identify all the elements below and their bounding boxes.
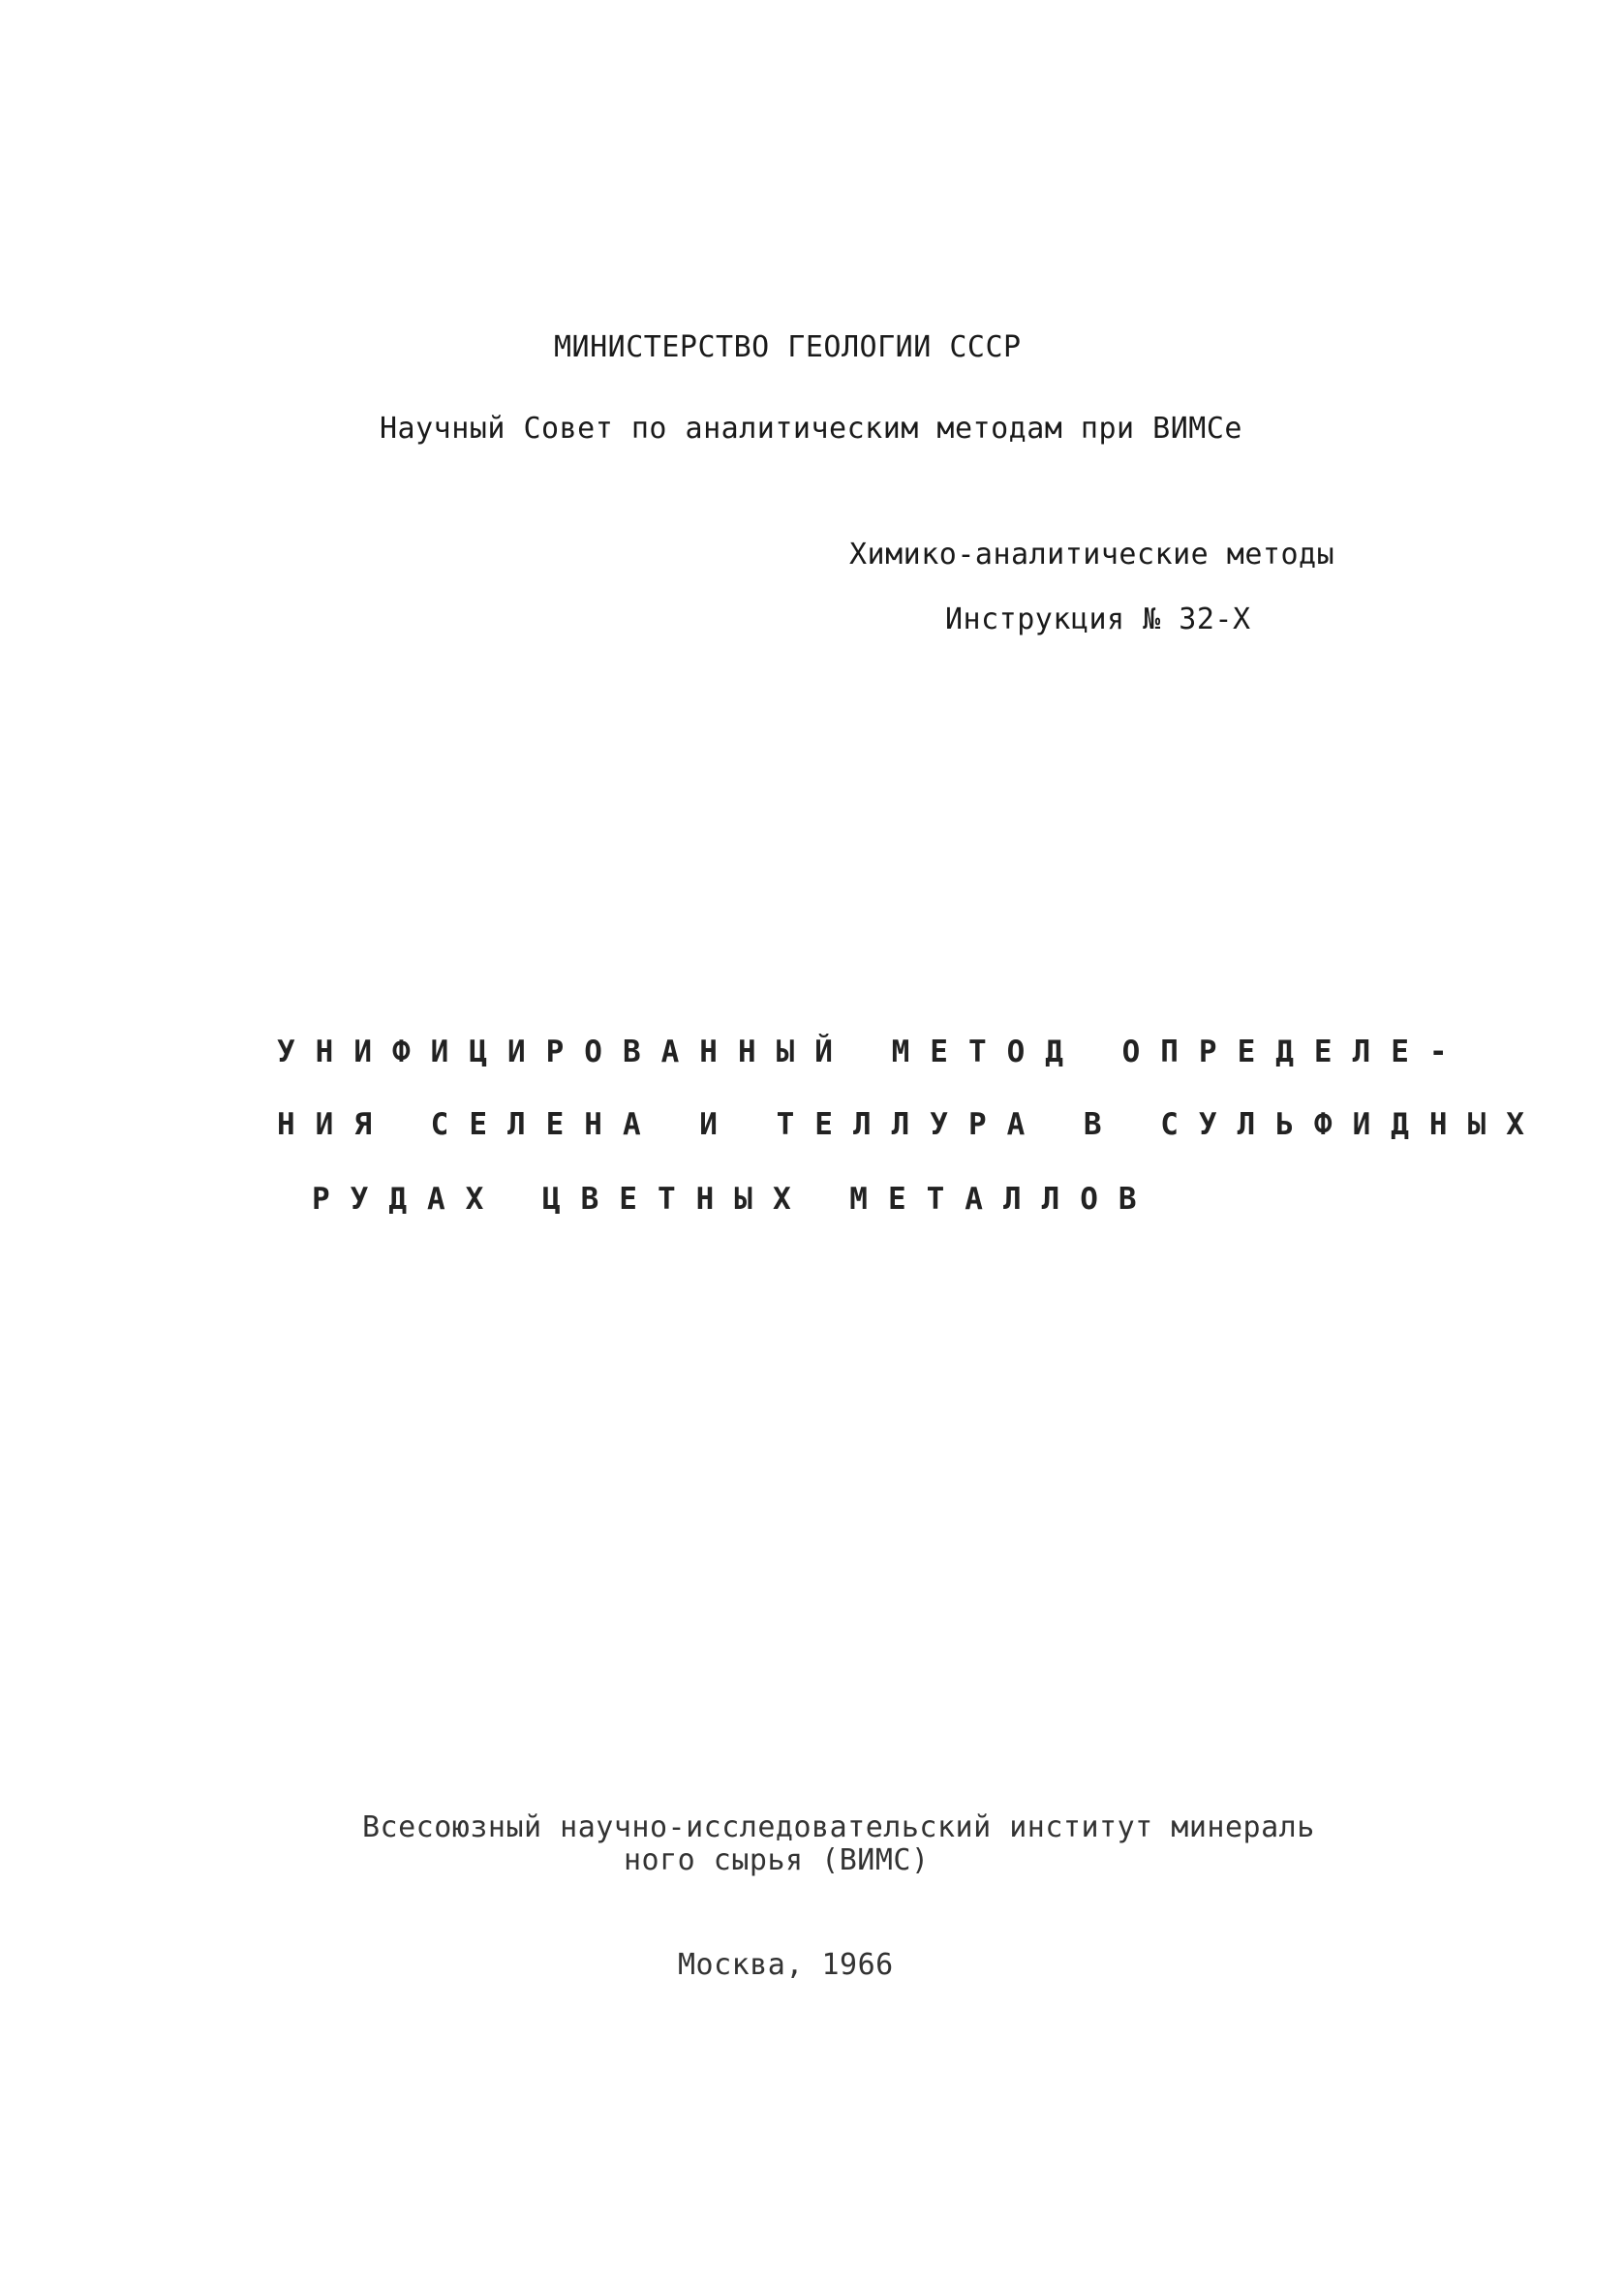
title-line: УНИФИЦИРОВАННЫЙ МЕТОД ОПРЕДЕЛЕ- bbox=[277, 1035, 1468, 1069]
title-line: РУДАХ ЦВЕТНЫХ МЕТАЛЛОВ bbox=[312, 1182, 1157, 1217]
ministry-heading: МИНИСТЕРСТВО ГЕОЛОГИИ СССР bbox=[554, 330, 1022, 364]
publication-place-year: Москва, 1966 bbox=[678, 1948, 894, 1982]
title-line: НИЯ СЕЛЕНА И ТЕЛЛУРА В СУЛЬФИДНЫХ bbox=[277, 1107, 1545, 1142]
council-heading: Научный Совет по аналитическим методам при ВИМСе bbox=[380, 412, 1242, 446]
institute-name-continued: ного сырья (ВИМС) bbox=[624, 1843, 930, 1877]
institute-name: Всесоюзный научно-исследовательский институт минераль bbox=[362, 1810, 1315, 1844]
instruction-number: Инструкция № 32-Х bbox=[945, 603, 1251, 636]
series-category: Химико-аналитические методы bbox=[849, 538, 1335, 572]
